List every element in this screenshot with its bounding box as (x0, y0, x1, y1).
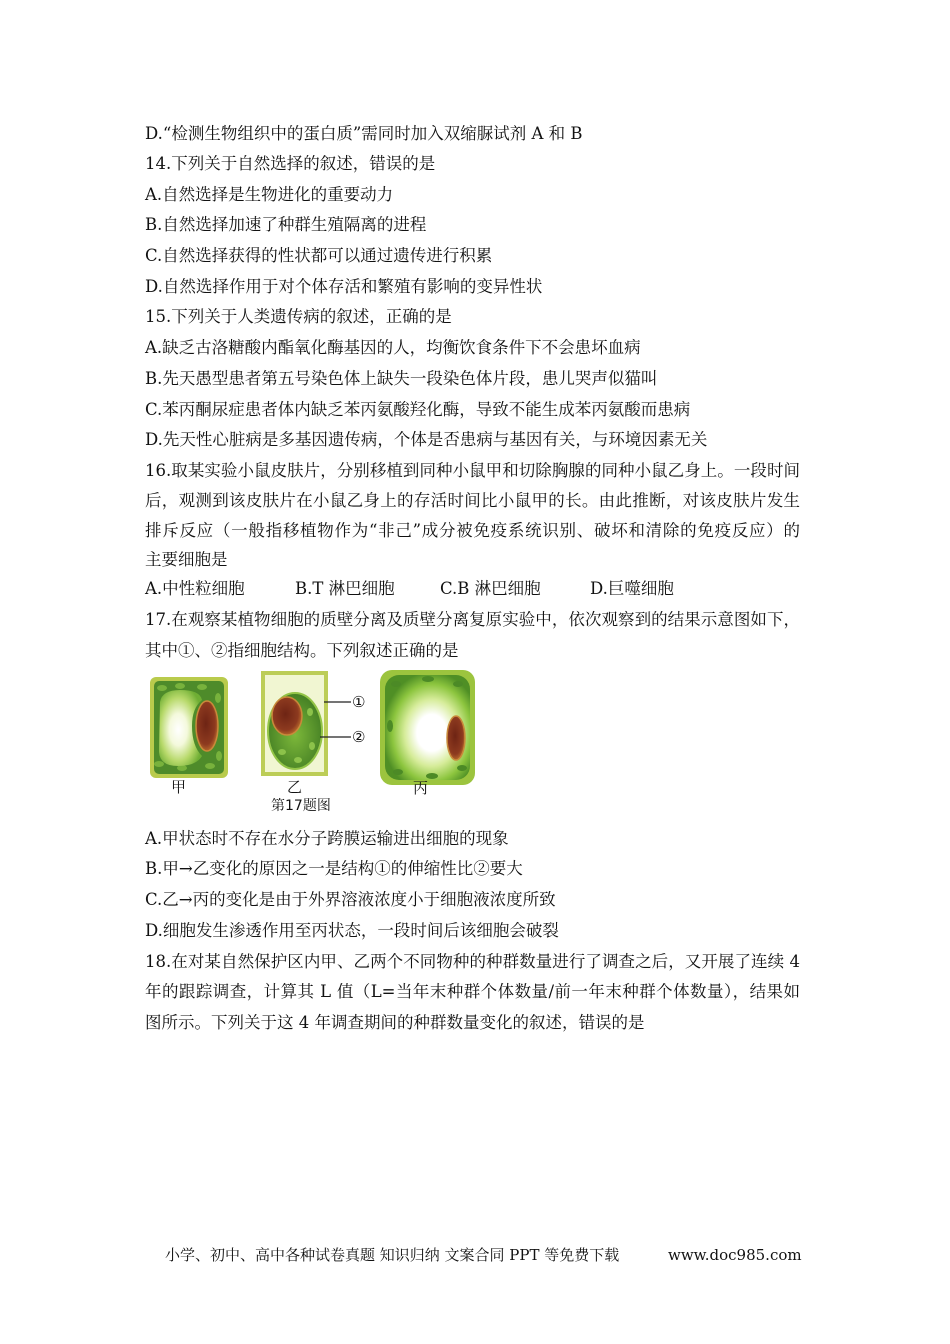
q18-stem-line-2: 年的跟踪调查，计算其 L 值（L=当年末种群个体数量/前一年末种群个体数量），结果如 (145, 982, 800, 1001)
cell-jia-nucleus (196, 701, 218, 751)
label-jia: 甲 (171, 778, 187, 796)
q14-option-a: A.自然选择是生物进化的重要动力 (145, 185, 394, 204)
q18-stem-line-1: 18.在对某自然保护区内甲、乙两个不同物种的种群数量进行了调查之后，又开展了连续 4 (145, 952, 800, 971)
label-structure-1: ① (352, 693, 366, 711)
q17-option-b: B.甲→乙变化的原因之一是结构①的伸缩性比②要大 (145, 859, 523, 878)
footer-url[interactable]: www.doc985.com (668, 1246, 802, 1264)
q17-stem-line-2: 其中①、②指细胞结构。下列叙述正确的是 (145, 641, 459, 660)
q16-option-a: A.中性粒细胞 (145, 579, 245, 598)
q14-option-d: D.自然选择作用于对个体存活和繁殖有影响的变异性状 (145, 277, 543, 296)
cell-yi (263, 673, 351, 774)
q17-option-c: C.乙→丙的变化是由于外界溶液浓度小于细胞液浓度所致 (145, 890, 556, 909)
label-yi: 乙 (287, 778, 303, 796)
q14-stem: 14.下列关于自然选择的叙述，错误的是 (145, 154, 436, 173)
page-footer (165, 1244, 802, 1266)
footer-text: 小学、初中、高中各种试卷真题 知识归纳 文案合同 PPT 等免费下载 (165, 1246, 620, 1264)
label-structure-2: ② (352, 728, 366, 746)
q16-option-b: B.T 淋巴细胞 (295, 579, 395, 598)
q16-stem-line-1: 16.取某实验小鼠皮肤片，分别移植到同种小鼠甲和切除胸腺的同种小鼠乙身上。一段时间 (145, 461, 800, 480)
q13-option-d: D.“检测生物组织中的蛋白质”需同时加入双缩脲试剂 A 和 B (145, 124, 583, 143)
q16-stem-line-2: 后，观测到该皮肤片在小鼠乙身上的存活时间比小鼠甲的长。由此推断，对该皮肤片发生 (145, 491, 800, 510)
q17-option-d: D.细胞发生渗透作用至丙状态，一段时间后该细胞会破裂 (145, 921, 559, 940)
cell-bing (380, 670, 475, 785)
q16-option-c: C.B 淋巴细胞 (440, 579, 541, 598)
q17-stem-line-1: 17.在观察某植物细胞的质壁分离及质壁分离复原实验中，依次观察到的结果示意图如下， (145, 610, 800, 629)
label-bing: 丙 (413, 779, 429, 797)
q15-option-a: A.缺乏古洛糖酸内酯氧化酶基因的人，均衡饮食条件下不会患坏血病 (145, 338, 641, 357)
figure-caption: 第17题图 (271, 798, 331, 814)
cell-yi-nucleus (272, 697, 302, 735)
q15-option-d: D.先天性心脏病是多基因遗传病，个体是否患病与基因有关，与环境因素无关 (145, 430, 708, 449)
q15-option-c: C.苯丙酮尿症患者体内缺乏苯丙氨酸羟化酶，导致不能生成苯丙氨酸而患病 (145, 400, 691, 419)
q16-stem-line-4: 主要细胞是 (145, 550, 228, 569)
q17-option-a: A.甲状态时不存在水分子跨膜运输进出细胞的现象 (145, 829, 509, 848)
q17-figure (140, 664, 485, 792)
q15-stem: 15.下列关于人类遗传病的叙述，正确的是 (145, 307, 452, 326)
q18-stem-line-3: 图所示。下列关于这 4 年调查期间的种群数量变化的叙述，错误的是 (145, 1013, 645, 1032)
q14-option-b: B.自然选择加速了种群生殖隔离的进程 (145, 215, 427, 234)
q16-option-d: D.巨噬细胞 (590, 579, 674, 598)
q15-option-b: B.先天愚型患者第五号染色体上缺失一段染色体片段，患儿哭声似猫叫 (145, 369, 658, 388)
q16-stem-line-3: 排斥反应（一般指移植物作为“非己”成分被免疫系统识别、破坏和清除的免疫反应）的 (145, 521, 800, 540)
cell-bing-nucleus (447, 716, 465, 760)
q14-option-c: C.自然选择获得的性状都可以通过遗传进行积累 (145, 246, 493, 265)
cell-jia (150, 677, 228, 778)
